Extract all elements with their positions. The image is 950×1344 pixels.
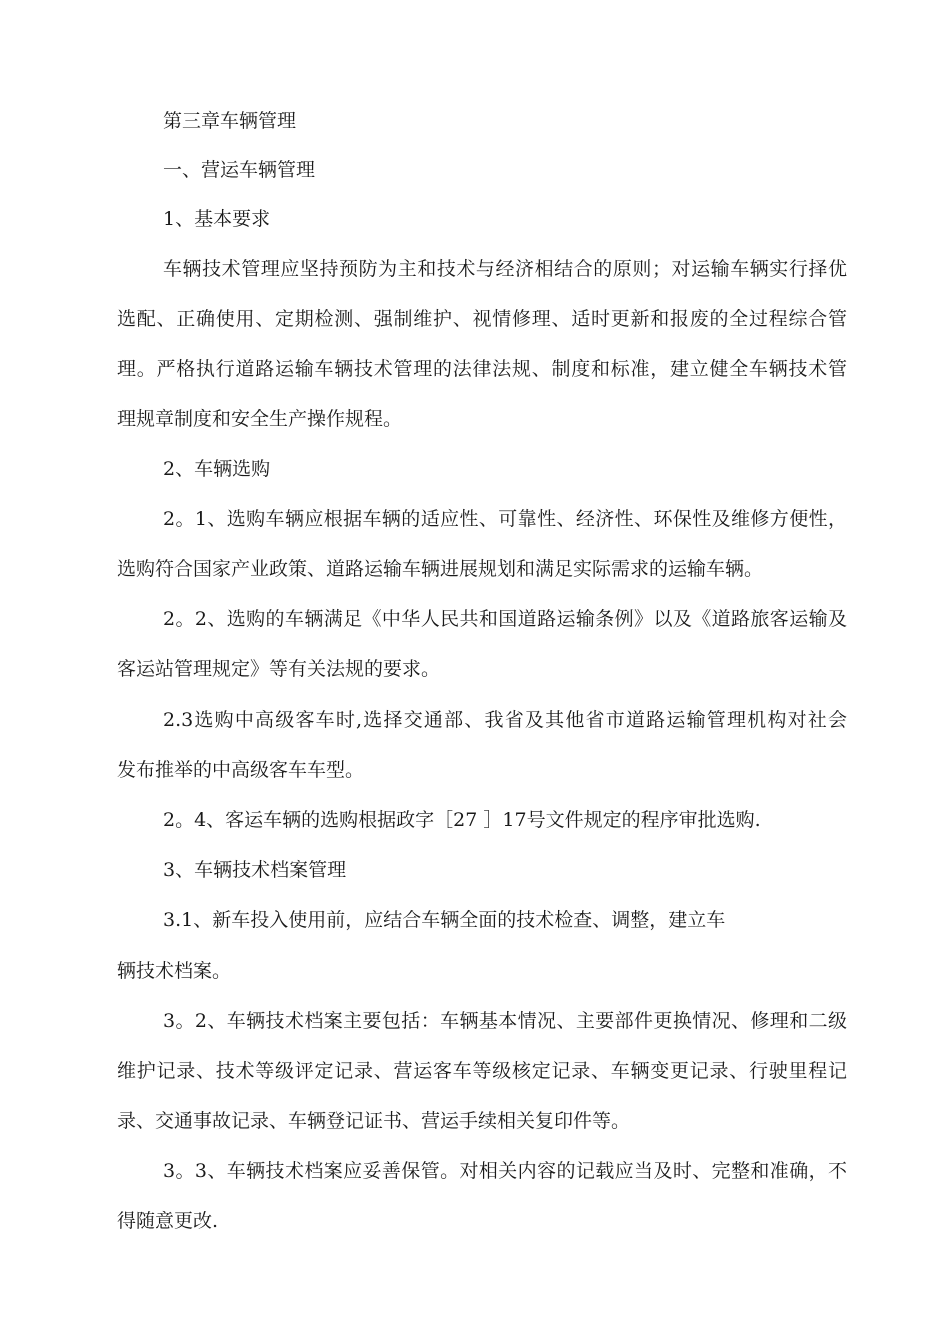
paragraph-line: 2.3选购中高级客车时,选择交通部、我省及其他省市道路运输管理机构对社会	[163, 709, 847, 731]
paragraph-line: 理。严格执行道路运输车辆技术管理的法律法规、制度和标准，建立健全车辆技术管	[117, 358, 847, 380]
paragraph-line: 理规章制度和安全生产操作规程。	[117, 408, 403, 430]
subsection-heading: 1、基本要求	[163, 208, 271, 230]
paragraph-line: 客运站管理规定》等有关法规的要求。	[117, 658, 441, 680]
paragraph-line: 维护记录、技术等级评定记录、营运客车等级核定记录、车辆变更记录、行驶里程记	[117, 1060, 847, 1082]
chapter-heading: 第三章车辆管理	[163, 110, 297, 132]
paragraph-line: 辆技术档案。	[117, 960, 232, 982]
subsection-heading: 2、车辆选购	[163, 458, 271, 480]
subsection-heading: 3、车辆技术档案管理	[163, 859, 347, 881]
paragraph-line: 选配、正确使用、定期检测、强制维护、视情修理、适时更新和报废的全过程综合管	[117, 308, 847, 330]
paragraph-line: 选购符合国家产业政策、道路运输车辆进展规划和满足实际需求的运输车辆。	[117, 558, 764, 580]
paragraph-line: 3。2、车辆技术档案主要包括：车辆基本情况、主要部件更换情况、修理和二级	[163, 1010, 847, 1032]
paragraph-line: 车辆技术管理应坚持预防为主和技术与经济相结合的原则；对运输车辆实行择优	[163, 258, 847, 280]
paragraph-line: 3.1、新车投入使用前，应结合车辆全面的技术检查、调整，建立车	[163, 909, 726, 931]
paragraph-line: 2。2、选购的车辆满足《中华人民共和国道路运输条例》以及《道路旅客运输及	[163, 608, 847, 630]
paragraph-line: 发布推举的中高级客车车型。	[117, 759, 365, 781]
paragraph-line: 2。4、客运车辆的选购根据政字［27 ］17号文件规定的程序审批选购.	[163, 809, 761, 831]
section-heading: 一、营运车辆管理	[163, 159, 316, 181]
paragraph-line: 录、交通事故记录、车辆登记证书、营运手续相关复印件等。	[117, 1110, 631, 1132]
paragraph-line: 2。1、选购车辆应根据车辆的适应性、可靠性、经济性、环保性及维修方便性，	[163, 508, 847, 530]
paragraph-line: 3。3、车辆技术档案应妥善保管。对相关内容的记载应当及时、完整和准确，不	[163, 1160, 847, 1182]
paragraph-line: 得随意更改.	[117, 1210, 219, 1232]
